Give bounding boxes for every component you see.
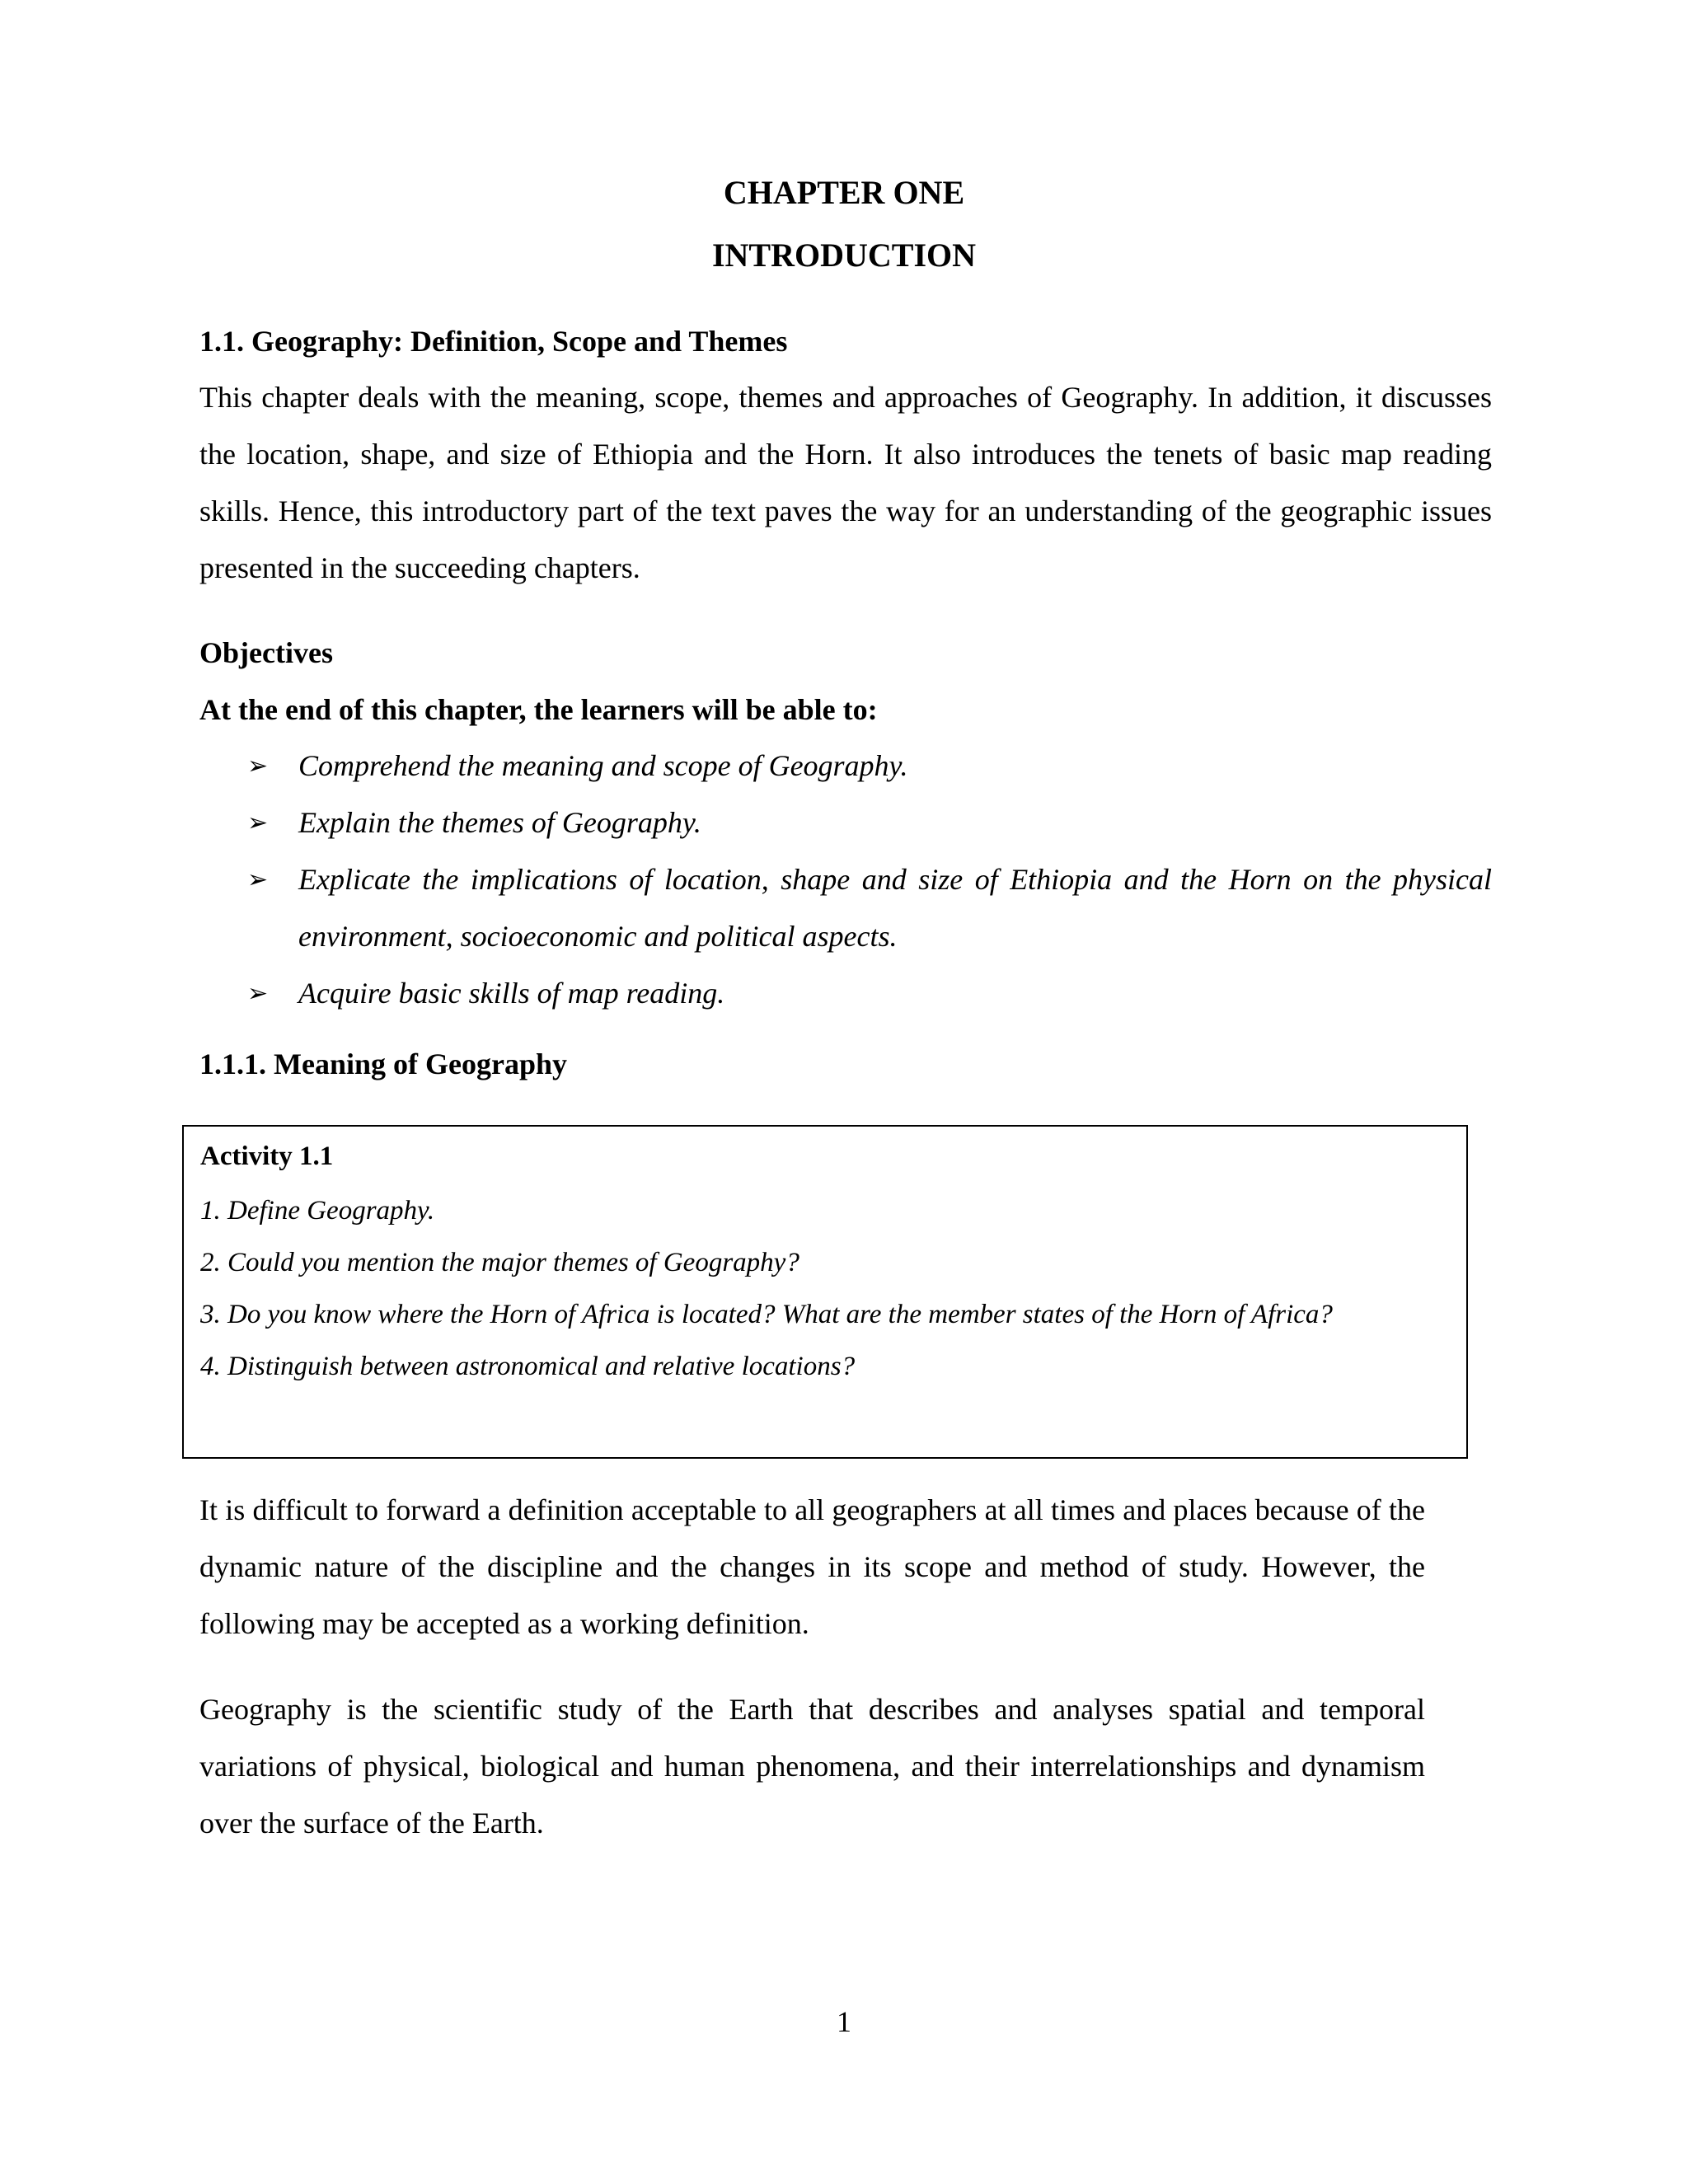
page-number: 1 [837,2005,851,2038]
section-heading-1-1-1: 1.1.1. Meaning of Geography [199,1047,567,1080]
objective-item [247,738,1492,794]
activity-question: 1. Define Geography. [200,1196,435,1226]
arrow-bullet-icon: ➢ [247,979,269,1008]
geography-definition: Geography is the scientific study of the Earth that describes and analyses spatial and temporal variations of physical, biological and human phenomena, and their interrelationships and dynamism over the surface of the Earth. [199,1693,1425,1840]
chapter-intro-paragraph: This chapter deals with the meaning, scope, themes and approaches of Geography. In addition, it discusses the location, shape, and size of Ethiopia and the Horn. It also introduces the tenets of basic map reading skills. Hence, this introductory part of the text paves the way for an understanding of the geographic issues presented in the succeeding chapters. [199,381,1492,584]
objective-item [247,965,1492,1022]
chapter-title: INTRODUCTION [711,237,977,274]
objectives-heading: Objectives [199,636,333,669]
objective-text: Explicate the implications of location, shape and size of Ethiopia and the Horn on the physical environment, socioeconomic and political aspects. [298,863,1492,953]
activity-box [182,1125,1468,1459]
activity-title: Activity 1.1 [200,1141,334,1171]
chapter-number-title: CHAPTER ONE [723,174,965,211]
objective-text: Comprehend the meaning and scope of Geography. [298,749,908,782]
arrow-bullet-icon: ➢ [247,808,269,837]
activity-question: 3. Do you know where the Horn of Africa is located? What are the member states of the Horn of Africa? [200,1300,1333,1329]
objectives-lead: At the end of this chapter, the learners will be able to: [199,693,878,726]
activity-question-list [200,1185,1449,1393]
activity-question: 2. Could you mention the major themes of Geography? [200,1248,799,1277]
body-paragraph: It is difficult to forward a definition acceptable to all geographers at all times and places because of the dynamic nature of the discipline and the changes in its scope and method of study. However, the following may be accepted as a working definition. [199,1493,1425,1640]
objective-item [247,851,1492,965]
objective-text: Acquire basic skills of map reading. [298,977,725,1010]
activity-question: 4. Distinguish between astronomical and relative locations? [200,1352,856,1381]
arrow-bullet-icon: ➢ [247,752,269,780]
arrow-bullet-icon: ➢ [247,865,269,894]
objective-item [247,794,1492,851]
objectives-list [247,738,1492,1022]
objective-text: Explain the themes of Geography. [298,806,701,839]
section-heading-1-1: 1.1. Geography: Definition, Scope and Themes [199,325,788,358]
